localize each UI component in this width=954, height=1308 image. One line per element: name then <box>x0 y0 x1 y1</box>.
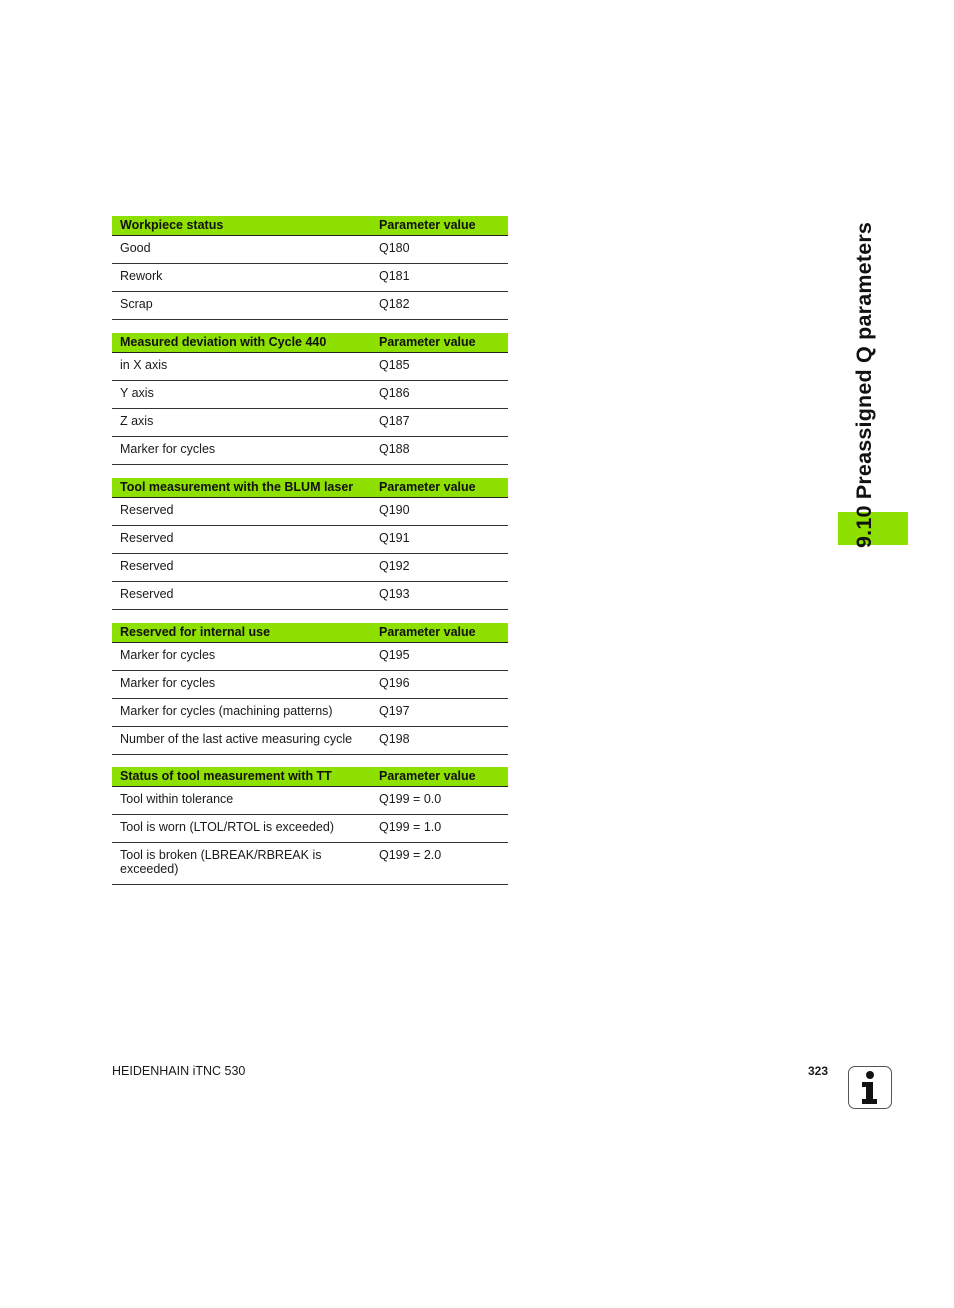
page-number: 323 <box>808 1064 829 1078</box>
table-row <box>112 815 508 843</box>
table-header <box>112 478 508 498</box>
table-row <box>112 582 508 610</box>
cell-label: Marker for cycles (machining patterns) <box>120 704 333 718</box>
cell-label: Reserved <box>120 587 174 601</box>
cell-label: Marker for cycles <box>120 442 216 456</box>
cell-label: Scrap <box>120 297 153 311</box>
table-row <box>112 292 508 320</box>
column-header: Parameter value <box>379 218 476 232</box>
table-internal-use <box>112 623 508 755</box>
cell-value: Q186 <box>379 386 410 400</box>
column-header: Parameter value <box>379 335 476 349</box>
cell-value: Q190 <box>379 503 410 517</box>
table-row <box>112 437 508 465</box>
column-header: Parameter value <box>379 625 476 639</box>
table-row <box>112 699 508 727</box>
column-header: Measured deviation with Cycle 440 <box>120 335 327 349</box>
info-icon <box>848 1066 892 1109</box>
column-header: Status of tool measurement with TT <box>120 769 332 783</box>
cell-label: Reserved <box>120 531 174 545</box>
cell-value: Q188 <box>379 442 410 456</box>
cell-value: Q180 <box>379 241 410 255</box>
cell-label: Rework <box>120 269 163 283</box>
cell-value: Q182 <box>379 297 410 311</box>
table-header <box>112 767 508 787</box>
column-header: Parameter value <box>379 769 476 783</box>
cell-value: Q198 <box>379 732 410 746</box>
table-workpiece-status <box>112 216 508 320</box>
table-header <box>112 623 508 643</box>
info-glyph <box>849 1067 890 1107</box>
cell-value: Q193 <box>379 587 410 601</box>
cell-label: Reserved <box>120 559 174 573</box>
cell-label: Marker for cycles <box>120 648 216 662</box>
table-row <box>112 643 508 671</box>
table-tool-measurement-tt <box>112 767 508 885</box>
table-row <box>112 353 508 381</box>
table-header <box>112 216 508 236</box>
cell-label: Z axis <box>120 414 154 428</box>
cell-label: Tool within tolerance <box>120 792 234 806</box>
cell-label: Number of the last active measuring cycle <box>120 732 353 746</box>
column-header: Parameter value <box>379 480 476 494</box>
table-blum-laser <box>112 478 508 610</box>
cell-label: in X axis <box>120 358 168 372</box>
table-row <box>112 727 508 755</box>
table-row <box>112 843 508 885</box>
column-header: Workpiece status <box>120 218 224 232</box>
table-row <box>112 526 508 554</box>
cell-value: Q191 <box>379 531 410 545</box>
cell-value: Q187 <box>379 414 410 428</box>
cell-label: Tool is broken (LBREAK/RBREAK is exceeded) <box>120 848 322 876</box>
cell-label: Good <box>120 241 151 255</box>
table-row <box>112 409 508 437</box>
cell-value: Q185 <box>379 358 410 372</box>
table-row <box>112 264 508 292</box>
cell-value: Q199 = 0.0 <box>379 792 442 806</box>
cell-value: Q192 <box>379 559 410 573</box>
column-header: Tool measurement with the BLUM laser <box>120 480 354 494</box>
table-row <box>112 671 508 699</box>
cell-value: Q199 = 1.0 <box>379 820 442 834</box>
section-title: 9.10 Preassigned Q parameters <box>852 221 876 548</box>
table-row <box>112 381 508 409</box>
cell-value: Q197 <box>379 704 410 718</box>
table-row <box>112 787 508 815</box>
cell-label: Reserved <box>120 503 174 517</box>
table-row <box>112 236 508 264</box>
cell-value: Q199 = 2.0 <box>379 848 442 862</box>
table-measured-deviation <box>112 333 508 465</box>
table-row <box>112 554 508 582</box>
cell-value: Q195 <box>379 648 410 662</box>
table-row <box>112 498 508 526</box>
cell-label: Marker for cycles <box>120 676 216 690</box>
footer-product-name: HEIDENHAIN iTNC 530 <box>112 1064 246 1078</box>
cell-label: Tool is worn (LTOL/RTOL is exceeded) <box>120 820 334 834</box>
cell-value: Q181 <box>379 269 410 283</box>
cell-label: Y axis <box>120 386 154 400</box>
column-header: Reserved for internal use <box>120 625 271 639</box>
table-header <box>112 333 508 353</box>
cell-value: Q196 <box>379 676 410 690</box>
